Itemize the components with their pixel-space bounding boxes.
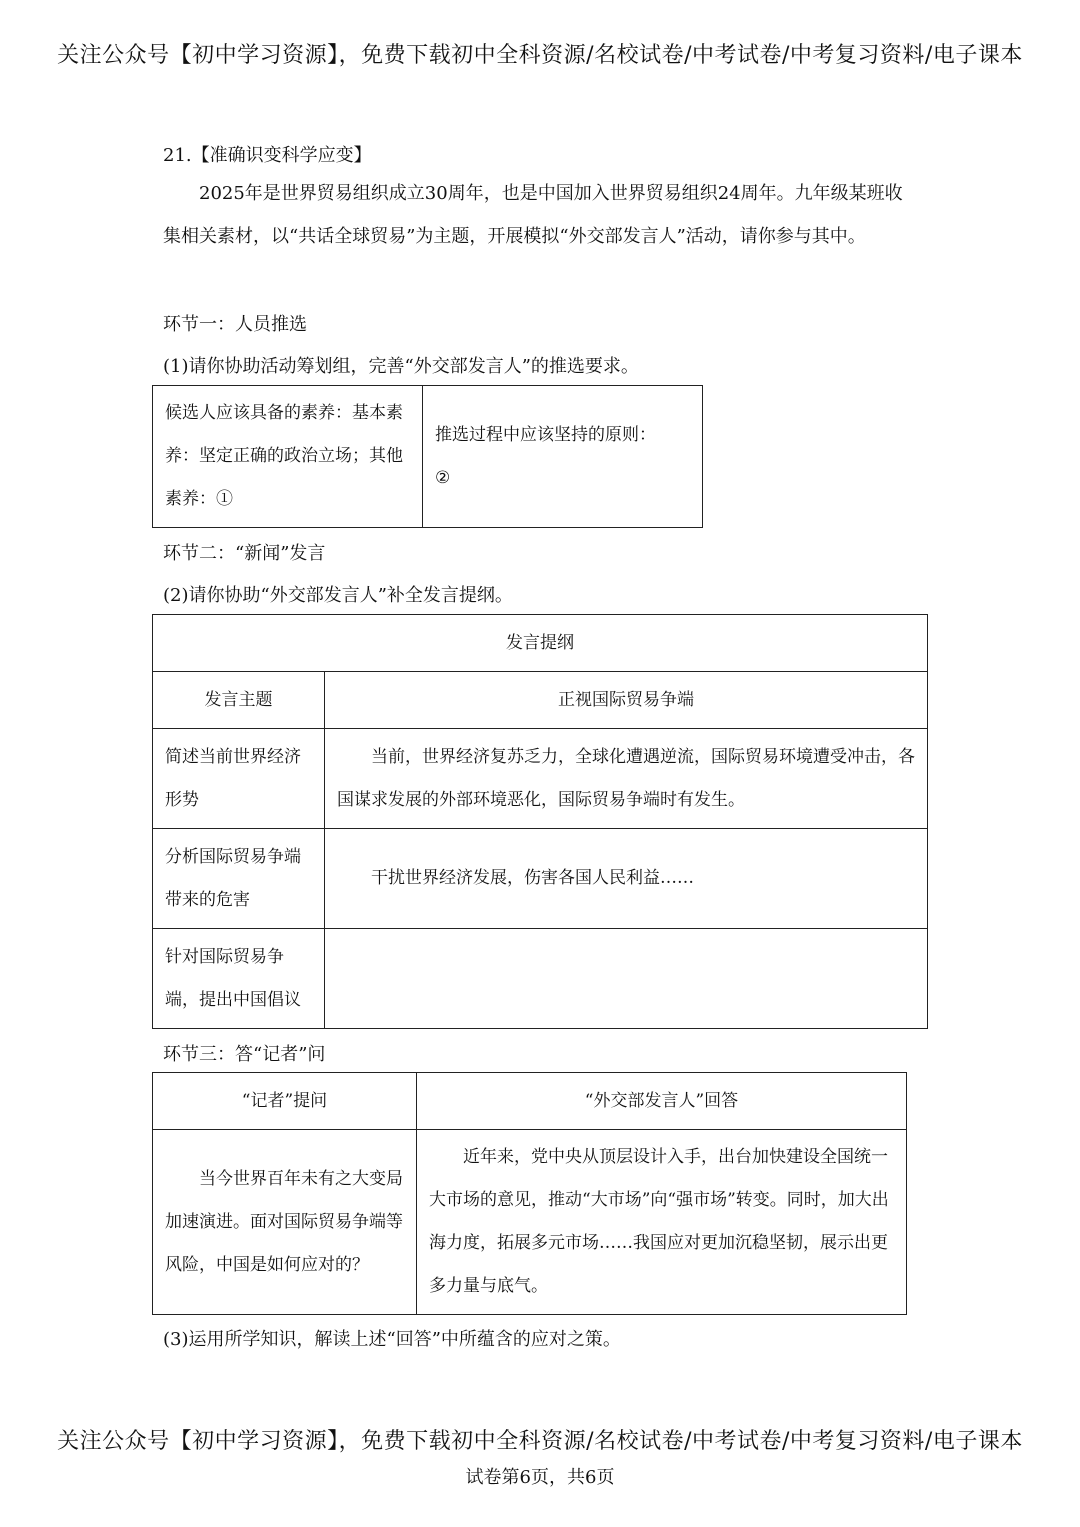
blank-2: ② — [435, 467, 451, 488]
selection-table — [152, 385, 703, 528]
question-title: 21.【准确识变科学应变】 — [163, 145, 372, 166]
section1-heading: 环节一：人员推选 — [163, 314, 307, 335]
spokesperson-answer-header: “外交部发言人”回答 — [417, 1073, 907, 1130]
speech-outline-table — [152, 614, 928, 1029]
outline-header: 发言提纲 — [153, 615, 928, 672]
bottom-banner: 关注公众号【初中学习资源】，免费下载初中全科资源/名校试卷/中考试卷/中考复习资料/电子课本 — [57, 1429, 1023, 1454]
section3-prompt: (3)运用所学知识，解读上述“回答”中所蕴含的应对之策。 — [163, 1329, 621, 1350]
selection-principle-label: 推选过程中应该坚持的原则： — [435, 424, 656, 445]
section2-prompt: (2)请你协助“外交部发言人”补全发言提纲。 — [163, 585, 513, 606]
outline-row-content: 当前，世界经济复苏乏力，全球化遭遇逆流，国际贸易环境遭受冲击，各国谋求发展的外部环境恶化，国际贸易争端时有发生。 — [325, 729, 928, 829]
page-footer: 试卷第6页，共6页 — [465, 1467, 615, 1488]
section3-heading: 环节三：答“记者”问 — [163, 1044, 326, 1065]
outline-row-label: 针对国际贸易争端，提出中国倡议 — [153, 929, 325, 1029]
outline-row-content: 干扰世界经济发展，伤害各国人民利益…… — [325, 829, 928, 929]
reporter-question-text: 当今世界百年未有之大变局加速演进。面对国际贸易争端等风险，中国是如何应对的？ — [153, 1130, 417, 1315]
section2-heading: 环节二：“新闻”发言 — [163, 543, 326, 564]
spokesperson-answer-text: 近年来，党中央从顶层设计入手，出台加快建设全国统一大市场的意见，推动“大市场”向“强市场”转变。同时，加大出海力度，拓展多元市场……我国应对更加沉稳坚韧，展示出更多力量与底气。 — [417, 1130, 907, 1315]
section1-prompt: (1)请你协助活动筹划组，完善“外交部发言人”的推选要求。 — [163, 356, 639, 377]
outline-row-label: 简述当前世界经济形势 — [153, 729, 325, 829]
question-intro: 2025年是世界贸易组织成立30周年，也是中国加入世界贸易组织24周年。九年级某班收集相关素材，以“共话全球贸易”为主题，开展模拟“外交部发言人”活动，请你参与其中。 — [163, 183, 903, 247]
reporter-qa-table — [152, 1072, 907, 1315]
outline-row-content: 正视国际贸易争端 — [325, 672, 928, 729]
top-banner: 关注公众号【初中学习资源】，免费下载初中全科资源/名校试卷/中考试卷/中考复习资料/电子课本 — [57, 43, 1023, 68]
candidate-qualities-cell: 候选人应该具备的素养：基本素养：坚定正确的政治立场；其他素养：① — [153, 386, 423, 528]
outline-row-label: 发言主题 — [153, 672, 325, 729]
outline-answer-blank — [325, 929, 928, 1029]
reporter-question-header: “记者”提问 — [153, 1073, 417, 1130]
outline-row-label: 分析国际贸易争端带来的危害 — [153, 829, 325, 929]
selection-principle-cell — [423, 386, 703, 528]
